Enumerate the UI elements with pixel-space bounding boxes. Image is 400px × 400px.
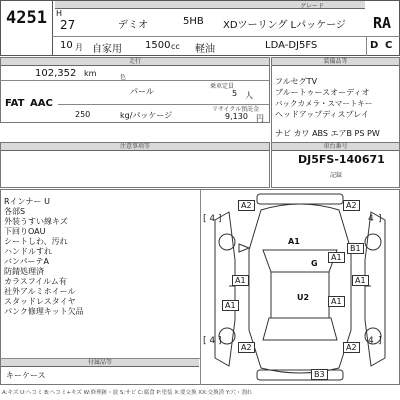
grade-name: XDツーリング Lパッケージ <box>223 20 346 31</box>
load-value: 250 <box>75 110 91 119</box>
inspection-item: 防錆処理済 <box>4 267 44 276</box>
chassis-number: DJ5FS-140671 <box>298 153 385 166</box>
model-year: 27 <box>60 18 76 32</box>
front-bumper <box>257 194 343 204</box>
fuel-type: 軽油 <box>195 44 215 55</box>
equipment-item: ブルートゥースオーディオ <box>275 88 370 97</box>
damage-tag: A1 <box>328 252 345 263</box>
interior-grade: D <box>370 40 379 51</box>
tire-mark-rear-right: ] <box>378 336 382 346</box>
tire-mark-rear-left: [ 4 ] <box>203 336 222 346</box>
color-value: パール <box>130 87 154 96</box>
transmission: FAT <box>5 98 25 109</box>
damage-tag: A2 <box>238 342 255 353</box>
damage-tag: A1 <box>222 300 239 311</box>
inspection-item: バンパーテA <box>4 257 49 266</box>
recycle-value: 9,130 <box>225 112 248 121</box>
equipment-header: 装備品等 <box>272 58 399 66</box>
tire-mark-front-right: ] <box>378 214 382 224</box>
air-conditioning: AAC <box>30 98 53 109</box>
damage-mark: U2 <box>297 293 310 302</box>
inspection-item: カラスフイルム有 <box>4 277 67 286</box>
specs-header: 走行 <box>1 58 269 66</box>
inspection-item: Rインナー U <box>4 197 50 206</box>
first-reg-month: 10 <box>60 40 73 51</box>
rear-bumper <box>257 370 343 380</box>
mileage-unit: km <box>84 69 97 78</box>
passengers-value: 5 <box>232 89 238 98</box>
damage-mark: A1 <box>288 237 300 246</box>
model-code: LDA-DJ5FS <box>265 40 318 51</box>
damage-tag: A2 <box>343 200 360 211</box>
displacement: 1500 <box>145 40 171 51</box>
tire-mark-rear-right-value: 4 <box>368 336 374 346</box>
tire-mark-front-right-value: 4 <box>368 214 374 224</box>
inspection-item: 外装うすい線キズ <box>4 217 68 226</box>
equipment-item: フルセグTV <box>275 77 318 86</box>
damage-mark: G <box>311 259 318 268</box>
inspection-item: 下回りOAU <box>4 227 46 236</box>
equipment-item: ヘッドアップディスプレイ <box>275 110 369 119</box>
displacement-unit: cc <box>171 42 180 51</box>
equipment-codes: ナビ カワ ABS エアB PS PW <box>275 129 380 138</box>
load-label: kg/パッケージ <box>120 111 173 120</box>
exterior-grade: C <box>385 40 393 51</box>
damage-tag: A1 <box>328 296 345 307</box>
overall-score: RA <box>373 14 392 32</box>
damage-tag: A1 <box>352 275 369 286</box>
usage-type: 自家用 <box>92 44 122 55</box>
body-type: 5HB <box>183 16 204 27</box>
damage-tag: B1 <box>347 243 364 254</box>
footer-legend: A:キズ U:ヘコミ B:ヘコミ+キズ W:修理跡・波 S:サビ C:腐食 P:塗装 X:要交換 XX:交換済 Y:穴・割れ <box>2 390 253 396</box>
era: H <box>56 9 63 18</box>
inspection-item: スタッドレスタイヤ <box>4 297 76 306</box>
divider <box>366 36 367 56</box>
inspection-item: 社外アルミホイール <box>4 287 76 296</box>
mileage-value: 102,352 <box>35 68 77 79</box>
inspection-item: シートしわ、汚れ <box>4 237 68 246</box>
inspection-item: ハンドルすれ <box>4 247 52 256</box>
divider <box>52 36 400 37</box>
grade-label: グレード <box>300 3 325 10</box>
chassis-header: 車台番号 <box>272 143 399 151</box>
month-unit: 月 <box>75 43 83 52</box>
car-rear-window <box>263 318 337 340</box>
accessory-item: キーケース <box>6 371 46 380</box>
chassis-sub-label: 記録 <box>330 172 343 179</box>
damage-tag: A2 <box>238 200 255 211</box>
recycle-label: リサイクル預託金 <box>212 106 260 113</box>
color-label: 色 <box>120 74 127 81</box>
notes-header: 注意事項等 <box>1 143 269 151</box>
inspection-item: 各部S <box>4 207 26 216</box>
car-windshield <box>263 250 337 272</box>
damage-tag: B3 <box>311 369 328 380</box>
equipment-item: バックカメラ・スマートキー <box>275 99 373 108</box>
car-roof-outline <box>249 204 351 373</box>
recycle-unit: 円 <box>256 114 264 123</box>
accessories-header: 付属品等 <box>1 359 199 367</box>
lot-number: 4251 <box>6 8 47 28</box>
passengers-label: 乗車定員 <box>210 83 235 90</box>
damage-tag: A2 <box>343 342 360 353</box>
inspection-item: パンク修理キット欠品 <box>4 307 84 316</box>
passengers-unit: 人 <box>245 91 253 100</box>
divider <box>52 0 53 56</box>
model-name: デミオ <box>118 20 148 31</box>
damage-tag: A1 <box>232 275 249 286</box>
tire-mark-front-left: [ 4 ] <box>203 214 222 224</box>
